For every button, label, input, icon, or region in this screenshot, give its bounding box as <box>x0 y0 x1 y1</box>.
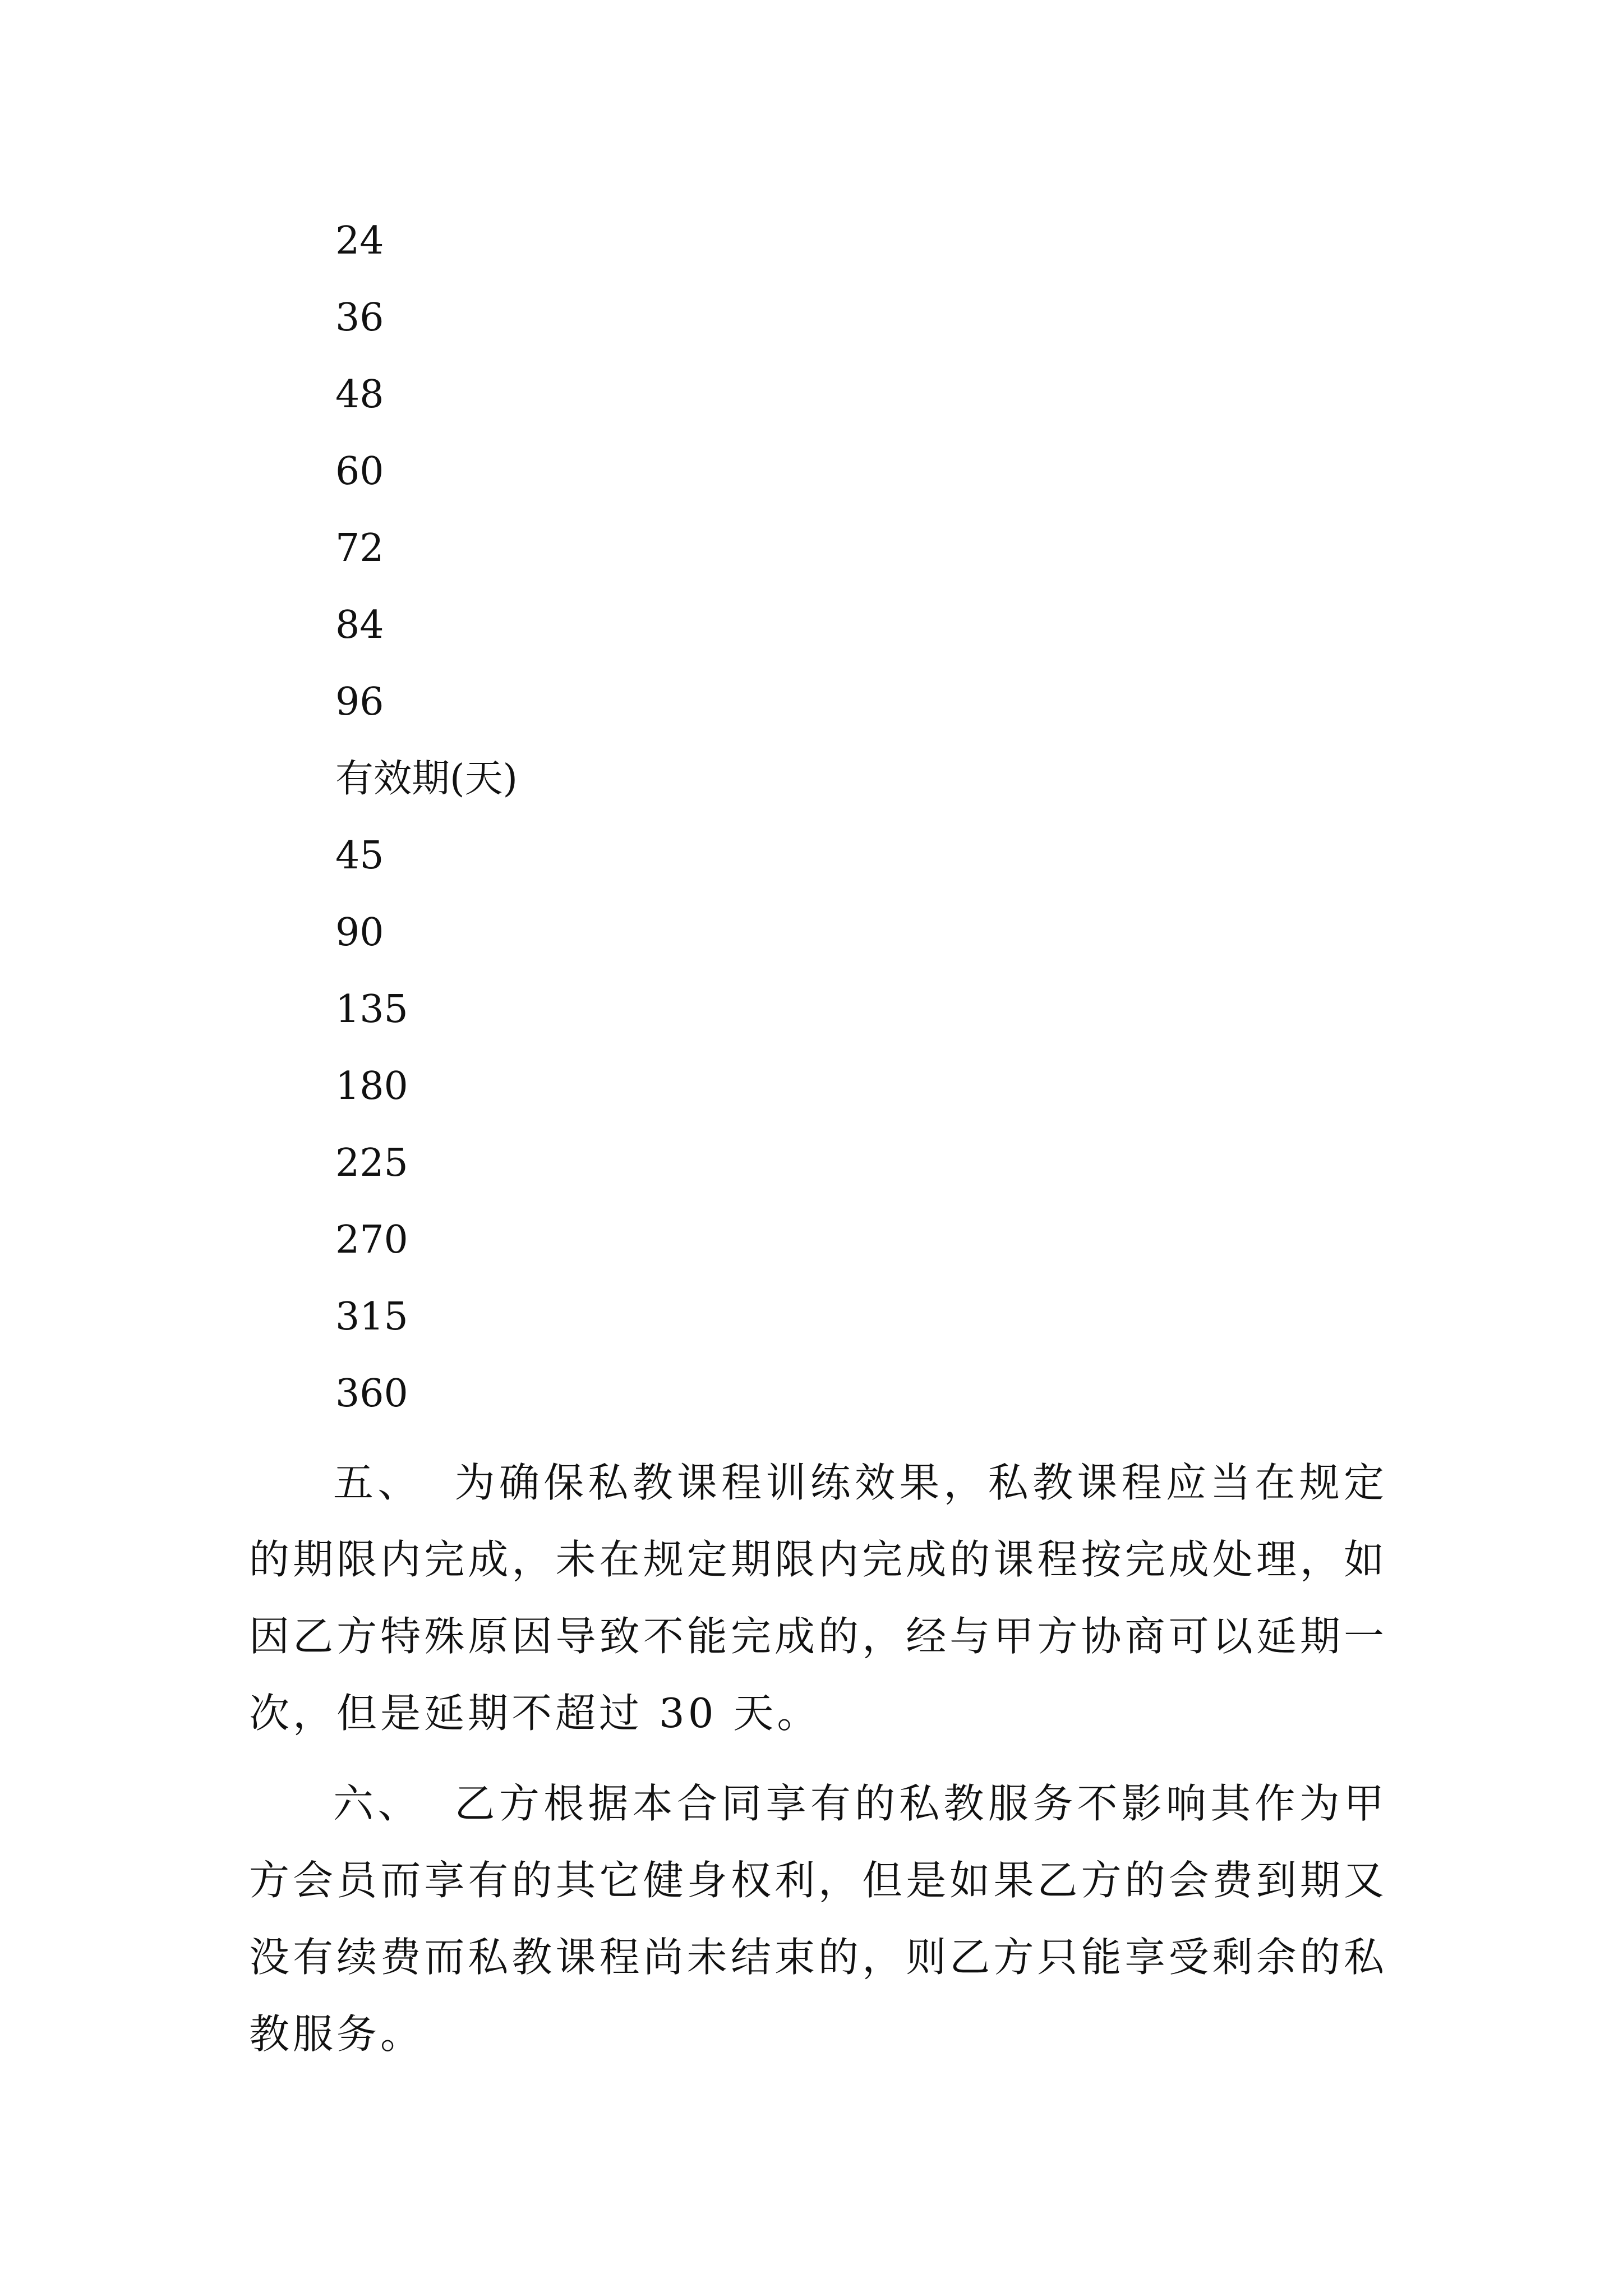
clause-number: 五、 <box>333 1459 422 1506</box>
validity-heading: 有效期(天) <box>335 757 518 801</box>
list-item: 45 <box>335 834 384 878</box>
list-item: 84 <box>335 603 384 647</box>
list-item: 270 <box>335 1218 408 1262</box>
contract-clauses <box>249 1444 1387 2086</box>
clause-six <box>249 1765 1387 2073</box>
list-item: 24 <box>335 219 384 263</box>
list-item: 36 <box>335 296 384 340</box>
clause-number: 六、 <box>333 1780 422 1827</box>
list-item: 225 <box>335 1141 408 1185</box>
list-item: 135 <box>335 987 408 1032</box>
table-values-list <box>335 220 518 1450</box>
list-item: 72 <box>335 526 384 570</box>
clause-text: 为确保私教课程训练效果，私教课程应当在规定的期限内完成，未在规定期限内完成的课程按完成处理，如因乙方特殊原因导致不能完成的，经与甲方协商可以延期一次，但是延期不超过 30 天。 <box>249 1459 1387 1737</box>
list-item: 96 <box>335 680 384 724</box>
list-item: 48 <box>335 372 384 417</box>
clause-five <box>249 1444 1387 1752</box>
list-item: 315 <box>335 1295 408 1339</box>
list-item: 60 <box>335 449 384 494</box>
list-item: 360 <box>335 1372 408 1416</box>
clause-text: 乙方根据本合同享有的私教服务不影响其作为甲方会员而享有的其它健身权利，但是如果乙方的会费到期又没有续费而私教课程尚未结束的，则乙方只能享受剩余的私教服务。 <box>249 1780 1387 2058</box>
list-item: 180 <box>335 1064 408 1108</box>
list-item: 90 <box>335 910 384 955</box>
